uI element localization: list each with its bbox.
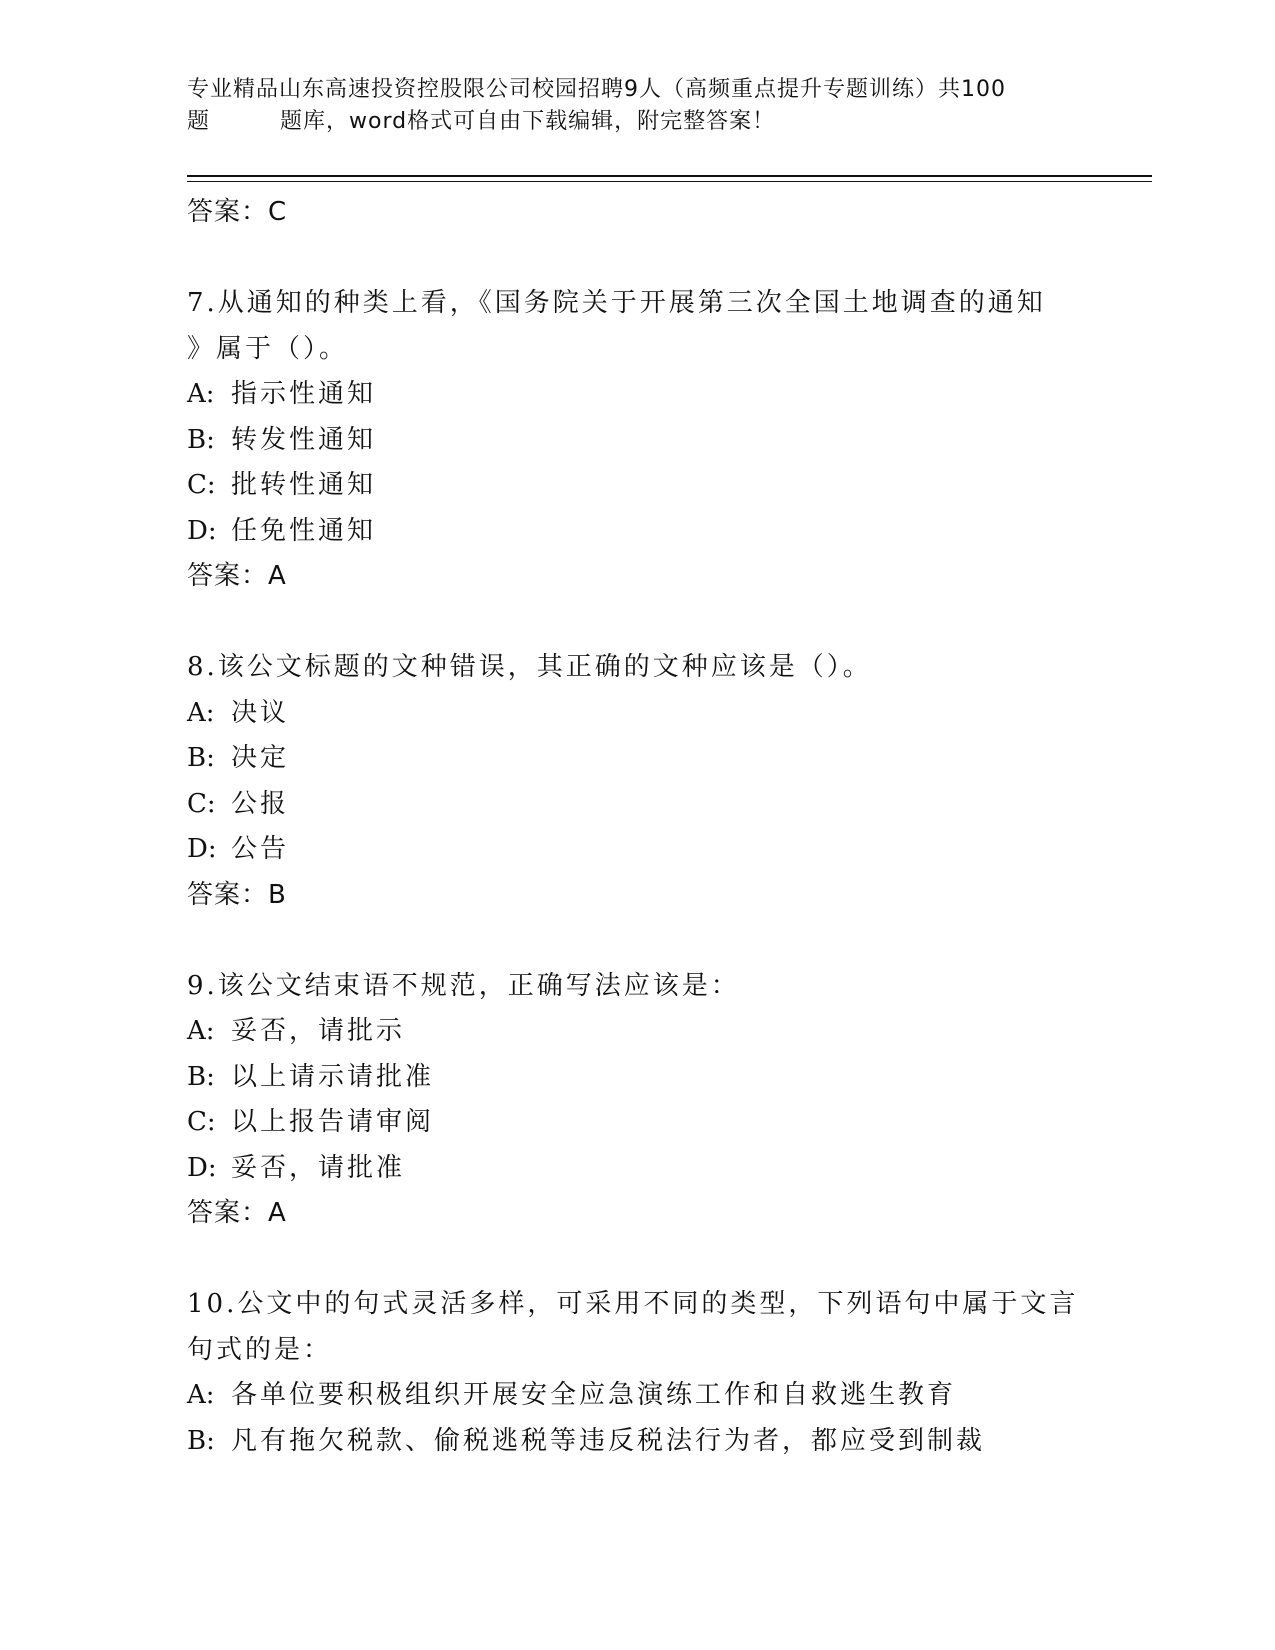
question-8 bbox=[187, 645, 1127, 918]
header-rule-thick bbox=[187, 175, 1152, 177]
question-7-option-d bbox=[187, 509, 1127, 555]
question-8-option-a bbox=[187, 691, 1127, 737]
question-9 bbox=[187, 964, 1127, 1237]
question-7-text-line-2: 》属于（）。 bbox=[187, 333, 349, 364]
question-9-option-b bbox=[187, 1055, 1127, 1101]
option-text: 各单位要积极组织开展安全应急演练工作和自救逃生教育 bbox=[231, 1380, 957, 1410]
option-key: B: bbox=[187, 1061, 215, 1092]
option-text: 妥否，请批准 bbox=[231, 1152, 406, 1183]
option-key: A: bbox=[187, 1016, 215, 1046]
option-text: 任免性通知 bbox=[231, 515, 377, 546]
header-line-2-rest: 题库，word格式可自由下载编辑，附完整答案！ bbox=[280, 109, 776, 134]
option-text: 批转性通知 bbox=[231, 470, 377, 500]
question-7-answer: 答案：A bbox=[187, 561, 287, 591]
option-text: 转发性通知 bbox=[231, 424, 377, 455]
option-key: D: bbox=[187, 834, 217, 864]
option-text: 公告 bbox=[231, 834, 290, 864]
option-text: 以上请示请批准 bbox=[231, 1061, 435, 1092]
question-9-option-c bbox=[187, 1100, 1127, 1146]
option-text: 决议 bbox=[231, 697, 290, 728]
question-9-option-d bbox=[187, 1146, 1127, 1192]
question-7-option-a bbox=[187, 372, 1127, 418]
option-text: 以上报告请审阅 bbox=[231, 1107, 435, 1137]
option-key: A: bbox=[187, 1380, 215, 1410]
header-title-line-1: 专业精品山东高速投资控股限公司校园招聘9人（高频重点提升专题训练）共100 bbox=[187, 77, 1006, 102]
question-10-option-b bbox=[187, 1419, 1127, 1465]
question-8-answer: 答案：B bbox=[187, 879, 287, 910]
option-key: A: bbox=[187, 697, 215, 728]
option-key: C: bbox=[187, 470, 216, 500]
question-7 bbox=[187, 281, 1127, 599]
option-text: 妥否，请批示 bbox=[231, 1016, 406, 1046]
option-key: B: bbox=[187, 424, 215, 455]
question-10-option-a bbox=[187, 1373, 1127, 1419]
option-key: D: bbox=[187, 1152, 217, 1183]
option-key: B: bbox=[187, 743, 215, 773]
question-8-option-d bbox=[187, 827, 1127, 873]
option-text: 指示性通知 bbox=[231, 379, 377, 409]
option-key: C: bbox=[187, 788, 216, 819]
option-text: 决定 bbox=[231, 743, 290, 773]
option-key: B: bbox=[187, 1425, 215, 1456]
question-10 bbox=[187, 1282, 1127, 1464]
option-key: A: bbox=[187, 379, 215, 409]
option-text: 公报 bbox=[231, 788, 290, 819]
question-9-answer: 答案：A bbox=[187, 1198, 287, 1228]
question-7-text-line-1: 7.从通知的种类上看，《国务院关于开展第三次全国土地调查的通知 bbox=[187, 288, 1046, 318]
question-7-option-b bbox=[187, 418, 1127, 464]
option-text: 凡有拖欠税款、偷税逃税等违反税法行为者，都应受到制裁 bbox=[231, 1425, 986, 1456]
question-10-text-line-1: 10.公文中的句式灵活多样，可采用不同的类型，下列语句中属于文言 bbox=[187, 1289, 1079, 1319]
question-10-text-line-2: 句式的是： bbox=[187, 1334, 333, 1365]
question-8-option-b bbox=[187, 736, 1127, 782]
page-header bbox=[187, 74, 1087, 138]
option-key: D: bbox=[187, 515, 217, 546]
header-rule-thin bbox=[187, 181, 1152, 182]
question-7-option-c bbox=[187, 463, 1127, 509]
question-9-text-line-1: 9.该公文结束语不规范，正确写法应该是： bbox=[187, 970, 740, 1001]
question-8-text-line-1: 8.该公文标题的文种错误，其正确的文种应该是（）。 bbox=[187, 652, 872, 682]
option-key: C: bbox=[187, 1107, 216, 1137]
header-title-line-2 bbox=[187, 106, 1087, 138]
answer-prev: 答案：C bbox=[187, 197, 288, 227]
question-9-option-a bbox=[187, 1009, 1127, 1055]
header-line-2-start: 题 bbox=[187, 109, 211, 134]
question-8-option-c bbox=[187, 782, 1127, 828]
document-body bbox=[187, 190, 1127, 1464]
